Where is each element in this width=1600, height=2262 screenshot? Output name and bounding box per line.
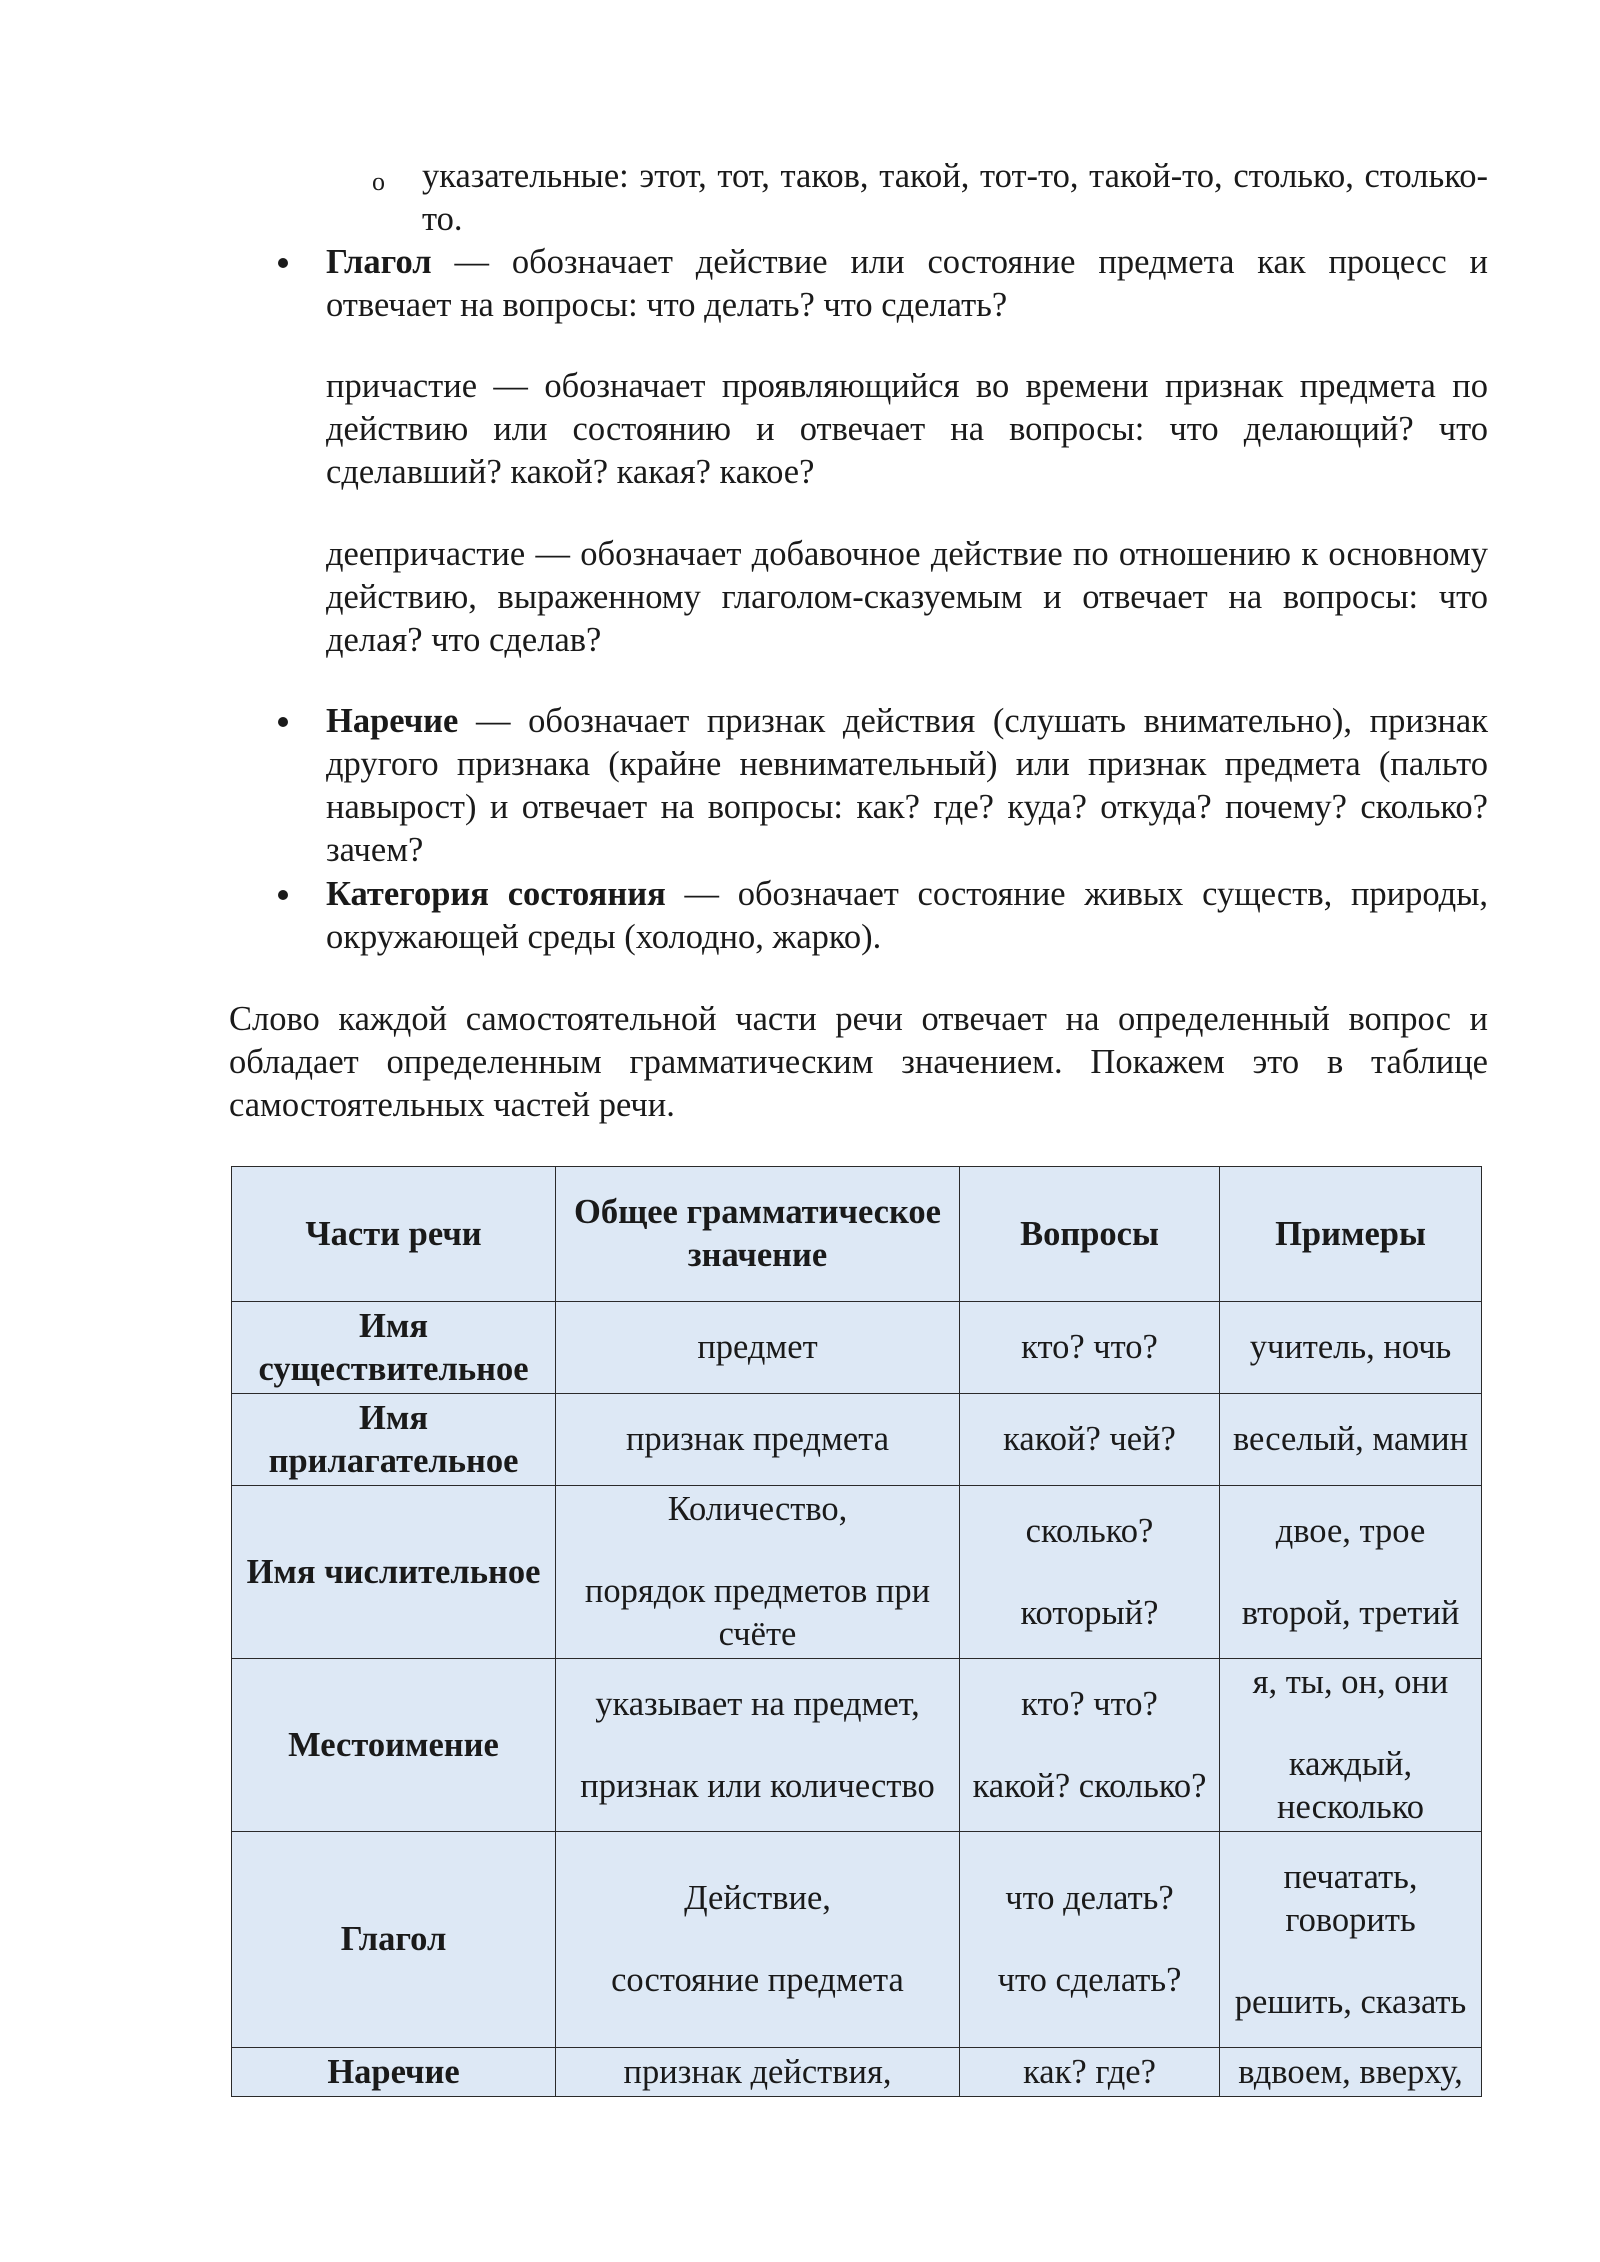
sub-bullet-text: указательные: этот, тот, таков, такой, тот-то, такой-то, столько, столько-то.: [422, 157, 1488, 238]
questions-cell: [960, 1659, 1220, 1832]
header-cell: Примеры: [1220, 1167, 1482, 1302]
examples-cell: вдвоем, вверху,: [1220, 2048, 1482, 2097]
intro-paragraph: Слово каждой самостоятельной части речи отвечает на определенный вопрос и обладает определенным грамматическим значением. Покажем это в таблице самостоятельных частей речи.: [229, 1000, 1488, 1124]
cell-line: я, ты, он, они: [1252, 1663, 1449, 1701]
examples-cell: веселый, мамин: [1220, 1394, 1482, 1486]
table-row: [232, 1486, 1482, 1659]
bullet-description: — обозначает действие или состояние предмета как процесс и отвечает на вопросы: что делать? что сделать?: [326, 243, 1488, 324]
header-cell: Общее грамматическое значение: [556, 1167, 960, 1302]
bullet-adverb: [326, 700, 1488, 872]
parts-of-speech-table: [231, 1166, 1482, 2097]
bullet-term: Наречие: [326, 702, 459, 740]
meaning-cell: предмет: [556, 1302, 960, 1394]
bullet-description: — обозначает состояние живых существ, природы, окружающей среды (холодно, жарко).: [326, 875, 1488, 956]
cell-line: который?: [1020, 1593, 1159, 1632]
cell-line: кто? что?: [1021, 1684, 1158, 1723]
cell-line: сколько?: [1025, 1511, 1154, 1550]
part-of-speech-cell: Имя прилагательное: [232, 1394, 556, 1486]
meaning-cell: [556, 1832, 960, 2048]
table-row: [232, 1394, 1482, 1486]
cell-line: второй, третий: [1241, 1593, 1460, 1632]
cell-line: печатать, говорить: [1283, 1857, 1418, 1939]
questions-cell: [960, 1832, 1220, 2048]
bullet-term: Глагол: [326, 243, 432, 281]
bullet-dot: [278, 890, 288, 900]
meaning-cell: признак действия,: [556, 2048, 960, 2097]
part-of-speech-cell: Имя существительное: [232, 1302, 556, 1394]
table-row: [232, 1832, 1482, 2048]
bullet-state-category: [326, 873, 1488, 959]
questions-cell: как? где?: [960, 2048, 1220, 2097]
part-of-speech-cell: Наречие: [232, 2048, 556, 2097]
table-header-row: [232, 1167, 1482, 1302]
table-row: [232, 2048, 1482, 2097]
cell-line: порядок предметов при счёте: [584, 1572, 931, 1653]
questions-cell: кто? что?: [960, 1302, 1220, 1394]
examples-cell: [1220, 1486, 1482, 1659]
cell-line: указывает на предмет,: [595, 1684, 920, 1723]
cell-line: каждый, несколько: [1277, 1745, 1424, 1826]
header-cell: Вопросы: [960, 1167, 1220, 1302]
part-of-speech-cell: Местоимение: [232, 1659, 556, 1832]
sub-bullet-marker: o: [372, 167, 385, 196]
examples-cell: [1220, 1832, 1482, 2048]
bullet-dot: [278, 258, 288, 268]
cell-line: какой? сколько?: [972, 1766, 1207, 1805]
cell-line: признак или количество: [580, 1766, 935, 1805]
cell-line: Действие,: [684, 1879, 831, 1917]
meaning-cell: признак предмета: [556, 1394, 960, 1486]
adverbial-participle-paragraph: деепричастие — обозначает добавочное действие по отношению к основному действию, выраженному глаголом-сказуемым и отвечает на вопросы: что делая? что сделав?: [326, 535, 1488, 659]
questions-cell: [960, 1486, 1220, 1659]
bullet-term: Категория состояния: [326, 875, 666, 913]
examples-cell: [1220, 1659, 1482, 1832]
bullet-dot: [278, 717, 288, 727]
bullet-verb: [326, 241, 1488, 327]
bullet-description: — обозначает признак действия (слушать внимательно), признак другого признака (крайне невнимательный) или признак предмета (пальто навырост) и отвечает на вопросы: как? где? куда? откуда? почему? сколько? зачем?: [326, 702, 1488, 869]
cell-line: что делать?: [1005, 1879, 1174, 1917]
cell-line: что сделать?: [997, 1961, 1182, 1999]
header-cell: Части речи: [232, 1167, 556, 1302]
meaning-cell: [556, 1486, 960, 1659]
part-of-speech-cell: Имя числительное: [232, 1486, 556, 1659]
questions-cell: какой? чей?: [960, 1394, 1220, 1486]
cell-line: Количество,: [667, 1490, 848, 1528]
cell-line: решить, сказать: [1234, 1982, 1467, 2021]
part-of-speech-cell: Глагол: [232, 1832, 556, 2048]
table-row: [232, 1302, 1482, 1394]
table-row: [232, 1659, 1482, 1832]
examples-cell: учитель, ночь: [1220, 1302, 1482, 1394]
cell-line: двое, трое: [1275, 1511, 1426, 1550]
participle-paragraph: причастие — обозначает проявляющийся во времени признак предмета по действию или состоянию и отвечает на вопросы: что делающий? что сделавший? какой? какая? какое?: [326, 367, 1488, 491]
cell-line: состояние предмета: [611, 1961, 904, 1999]
meaning-cell: [556, 1659, 960, 1832]
